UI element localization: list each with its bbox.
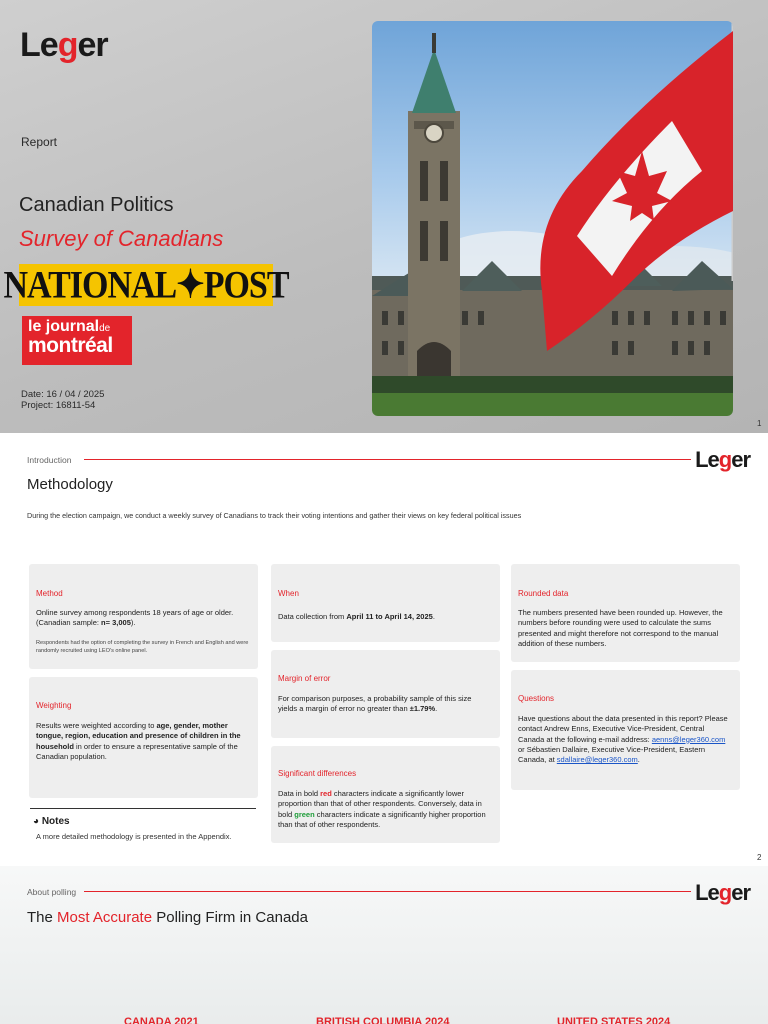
card-note: Respondents had the option of completing the survey in French and English and were randomly recruited using LEO's online panel. (36, 640, 249, 654)
report-date: Date: 16 / 04 / 2025 (21, 389, 105, 400)
methodology-slide (0, 433, 768, 866)
card-body: The numbers presented have been rounded up. However, the numbers before rounding were used to calculate the sums presented and might therefore not correspond to the manual addition of these numbers. (518, 608, 723, 648)
slide-title: The Most Accurate Polling Firm in Canada (27, 909, 308, 926)
method-card (29, 564, 258, 669)
national-post-logo: NATIONAL✦POST (3, 264, 289, 307)
when-card (271, 564, 500, 642)
notes-heading: ◕ Notes (33, 816, 70, 827)
leger-logo: Leger (695, 447, 750, 472)
report-subtitle: Survey of Canadians (19, 226, 224, 251)
leger-logo: Leger (695, 880, 750, 905)
card-title: When (278, 589, 299, 598)
section-label: Introduction (27, 455, 72, 465)
cover-slide (0, 0, 768, 433)
margin-of-error-card (271, 650, 500, 738)
section-divider (84, 459, 691, 460)
card-body: For comparison purposes, a probability sample of this size yields a margin of error no greater than ±1.79%. (278, 694, 472, 714)
card-body: Have questions about the data presented in this report? Please contact Andrew Enns, Executive Vice-President, Central Canada at the following e-mail address: aenns@leger360.com or Sébastien Dallaire, Executive Vice-President, Eastern Canada, at sdallaire@leger360.com. (518, 714, 728, 765)
significant-differences-card (271, 746, 500, 843)
parliament-flag-photo (372, 21, 733, 416)
report-title: Canadian Politics (19, 194, 174, 216)
card-body: Online survey among respondents 18 years of age or older. (Canadian sample: n= 3,005). (36, 608, 234, 628)
leger-logo: Leger (20, 26, 108, 64)
notes-text: A more detailed methodology is presented in the Appendix. (36, 832, 232, 841)
email-link-enns[interactable]: aenns@leger360.com (651, 734, 726, 744)
section-label: About polling (27, 887, 77, 897)
notes-icon: ◕ (33, 816, 40, 827)
card-body: Data collection from April 11 to April 14, 2025. (278, 612, 435, 621)
journal-de-montreal-logo: le journalde montréal (22, 316, 132, 365)
polling-accuracy-slide (0, 866, 768, 1024)
project-number: Project: 16811-54 (21, 400, 96, 411)
page-number: 1 (757, 419, 762, 428)
card-body: Data in bold red characters indicate a significantly lower proportion than that of other respondents. Conversely, data in bold green characters indicate a significantly higher proportion than that of other respondents. (278, 789, 486, 829)
card-title: Margin of error (278, 674, 331, 683)
card-title: Questions (518, 694, 555, 703)
intro-text: During the election campaign, we conduct a weekly survey of Canadians to track their voting intentions and gather their views on key federal political issues (27, 511, 522, 520)
card-body: Results were weighted according to age, gender, mother tongue, region, education and presence of children in the household in order to ensure a representative sample of the Canadian population. (36, 721, 241, 761)
email-link-dallaire[interactable]: sdallaire@leger360.com (556, 755, 638, 765)
column-heading-us: UNITED STATES 2024 (557, 1016, 671, 1024)
questions-card (511, 670, 740, 790)
column-heading-canada: CANADA 2021 (124, 1016, 199, 1024)
report-label: Report (21, 135, 58, 149)
card-title: Rounded data (518, 589, 569, 598)
notes-divider (30, 808, 256, 809)
parliament-illustration (372, 21, 733, 416)
slide-title: Methodology (27, 476, 113, 493)
card-title: Significant differences (278, 769, 357, 778)
section-divider (84, 891, 691, 892)
weighting-card (29, 677, 258, 798)
page-number: 2 (757, 853, 762, 862)
card-title: Weighting (36, 701, 72, 710)
card-title: Method (36, 589, 63, 598)
column-heading-bc: BRITISH COLUMBIA 2024 (316, 1016, 450, 1024)
rounded-data-card (511, 564, 740, 662)
